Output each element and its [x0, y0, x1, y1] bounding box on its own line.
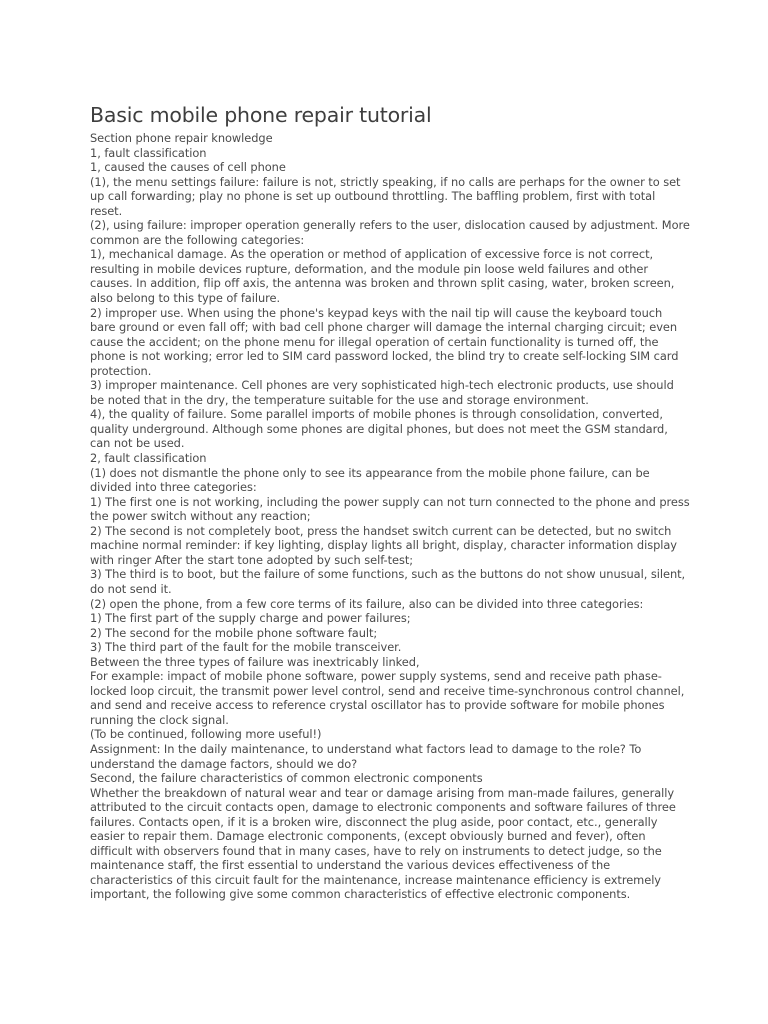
paragraph: 1), mechanical damage. As the operation or method of application of excessive force is not correct, resulting in mobile devices rupture, deformation, and the module pin loose weld failures and other causes. In addition, flip off axis, the antenna was broken and thrown split casing, water, broken screen, also belong to this type of failure. — [90, 247, 675, 306]
document-content — [90, 102, 690, 902]
paragraph: 2, fault classification — [90, 451, 207, 466]
paragraph: (1) does not dismantle the phone only to see its appearance from the mobile phone failure, can be divided into three categories: — [90, 465, 650, 495]
paragraph: 3) The third part of the fault for the mobile transceiver. — [90, 640, 402, 655]
paragraph: 1) The first part of the supply charge and power failures; — [90, 611, 411, 626]
paragraph: 4), the quality of failure. Some parallel imports of mobile phones is through consolidation, converted, quality underground. Although some phones are digital phones, but does not meet the GSM standard, can not be used. — [90, 407, 668, 451]
paragraph: Second, the failure characteristics of common electronic components — [90, 771, 483, 786]
paragraph: 1, caused the causes of cell phone — [90, 160, 286, 175]
paragraph: 1, fault classification — [90, 145, 207, 160]
paragraph: 2) The second is not completely boot, press the handset switch current can be detected, but no switch machine normal reminder: if key lighting, display lights all bright, display, character information display with ringer After the start tone adopted by such self-test; — [90, 523, 678, 567]
document-title: Basic mobile phone repair tutorial — [90, 103, 432, 127]
paragraph: (To be continued, following more useful!) — [90, 727, 322, 742]
paragraph: Whether the breakdown of natural wear and tear or damage arising from man-made failures, generally attributed to the circuit contacts open, damage to electronic components and software failures of three failures. Contacts open, if it is a broken wire, disconnect the plug aside, poor contact, etc., generally easier to repair them. Damage electronic components, (except obviously burned and fever), often difficult with observers found that in many cases, have to rely on instruments to detect judge, so the maintenance staff, the first essential to understand the various devices effectiveness of the characteristics of this circuit fault for the maintenance, increase maintenance efficiency is extremely important, the following give some common characteristics of effective electronic components. — [90, 785, 676, 902]
paragraph: Assignment: In the daily maintenance, to understand what factors lead to damage to the role? To understand the damage factors, should we do? — [90, 741, 642, 771]
paragraph: For example: impact of mobile phone software, power supply systems, send and receive path phase-locked loop circuit, the transmit power level control, send and receive time-synchronous control channel, and send and receive access to reference crystal oscillator has to provide software for mobile phones running the clock signal. — [90, 669, 685, 727]
paragraph: 3) improper maintenance. Cell phones are very sophisticated high-tech electronic products, use should be noted that in the dry, the temperature suitable for the use and storage environment. — [90, 378, 674, 407]
paragraph: (2) open the phone, from a few core terms of its failure, also can be divided into three categories: — [90, 596, 644, 611]
paragraph: (1), the menu settings failure: failure is not, strictly speaking, if no calls are perhaps for the owner to set up call forwarding; play no phone is set up outbound throttling. The baffling problem, first with total reset. — [90, 174, 681, 218]
paragraph: (2), using failure: improper operation generally refers to the user, dislocation caused by adjustment. More common are the following categories: — [90, 218, 690, 247]
paragraph: Between the three types of failure was inextricably linked, — [90, 654, 420, 669]
document-body — [90, 131, 690, 902]
paragraph: Section phone repair knowledge — [90, 131, 273, 145]
paragraph: 2) The second for the mobile phone software fault; — [90, 625, 378, 640]
paragraph: 3) The third is to boot, but the failure of some functions, such as the buttons do not show unusual, silent, do not send it. — [90, 567, 686, 596]
paragraph: 2) improper use. When using the phone's keypad keys with the nail tip will cause the keyboard touch bare ground or even fall off; with bad cell phone charger will damage the internal charging circuit; even cause the accident; on the phone menu for illegal operation of certain functionality is turned off, the phone is not working; error led to SIM card password locked, the blind try to create self-locking SIM card protection. — [90, 305, 679, 378]
paragraph: 1) The first one is not working, including the power supply can not turn connected to the phone and press the power switch without any reaction; — [90, 494, 690, 524]
